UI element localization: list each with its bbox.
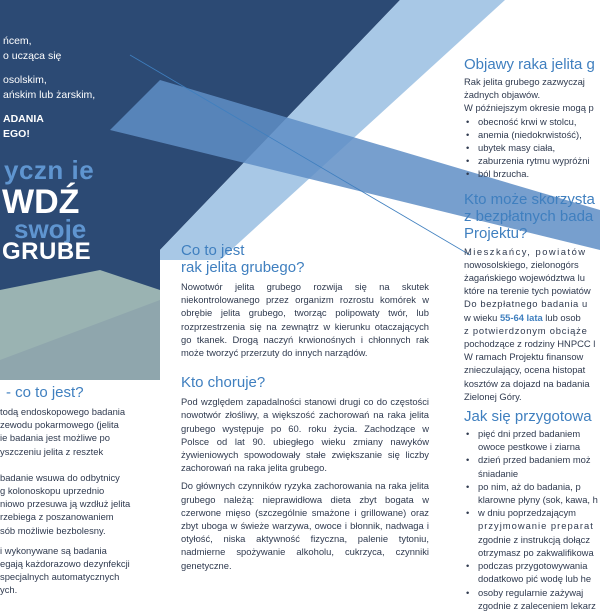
text-line: i wykonywane są badania	[0, 544, 107, 556]
text-line: rzebiega z poszanowaniem	[0, 511, 114, 523]
list-item-cont: klarowne płyny (sok, kawa, h	[478, 494, 598, 506]
section-heading-who: Kto choruje?	[181, 374, 266, 392]
text-line: g kolonoskopu uprzednio	[0, 485, 105, 497]
intro-line: o ucząca się	[3, 50, 62, 62]
intro-line: osolskim,	[3, 74, 47, 86]
text-line: Zielonej Góry.	[464, 390, 522, 402]
eligibility-heading	[464, 191, 600, 242]
list-item-cont: śniadanie	[478, 467, 519, 479]
hero-line-1: yczn ie	[4, 155, 95, 185]
text-fragment: w wieku	[464, 311, 500, 323]
text-line: niowo przesuwa ją wzdłuż jelita	[0, 498, 131, 510]
text-line: z potwierdzonym obciąże	[464, 324, 588, 336]
hero-line-3: swoje	[14, 214, 87, 244]
text-line: Rak jelita grubego zazwyczaj	[464, 76, 585, 87]
section-heading-preparation: Jak się przygotowa	[464, 408, 592, 426]
section-heading-what-is-2: rak jelita grubego?	[181, 259, 305, 276]
text-line: sób możliwie bezbolesny.	[0, 524, 106, 536]
list-item-cont: zgodnie z zaleceniem lekarz	[478, 599, 596, 611]
symptoms-intro	[464, 75, 600, 115]
text-line: które na terenie tych powiatów	[464, 285, 591, 297]
text-line: ych.	[0, 584, 18, 596]
text-line: specjalnych automatycznych	[0, 571, 120, 583]
text-line: W późniejszym okresie mogą p	[464, 102, 594, 114]
symptoms-list	[464, 115, 600, 181]
age-line	[464, 311, 600, 324]
list-item: • dzień przed badaniem moż	[464, 453, 600, 466]
list-item-cont: zgodnie z instrukcją dołącz	[478, 533, 591, 545]
heading-line: Projektu?	[464, 224, 528, 242]
left-column	[0, 384, 170, 597]
text-fragment: lub osob	[542, 311, 581, 323]
list-item: • osoby regularnie zażywaj	[464, 586, 600, 599]
left-paragraph-2	[0, 471, 170, 537]
left-paragraph-3	[0, 544, 170, 597]
text-line: Mieszkańcy, powiatów	[464, 245, 587, 257]
text-line: egają każdorazowo dezynfekcji	[0, 558, 130, 570]
list-item-cont: dodatkowo pić wodę lub he	[478, 573, 592, 585]
list-item: • pięć dni przed badaniem	[464, 427, 600, 440]
paragraph-who-1: Pod względem zapadalności stanowi drugi co do częstości nowotwór złośliwy, a większość zachorowań na raka jelita grubego występuje po 60. roku życia. Zachodzące w Polsce od lat 90. ubiegłego wieku zmiany nawyków żywieniowych spowodowały stałe zwiększanie się liczby zachorowań na raka jelita grubego.	[181, 396, 429, 474]
right-column	[464, 56, 600, 612]
text-line: znieczulający, ocena histopat	[464, 364, 586, 376]
list-item: • ubytek masy ciała,	[464, 141, 600, 154]
text-line: badanie wsuwa do odbytnicy	[0, 471, 120, 483]
text-line: żadnych objawów.	[464, 89, 541, 101]
list-item: • anemia (niedokrwistość),	[464, 128, 600, 141]
hero-line-2: WDŹ	[2, 183, 80, 221]
list-item-cont: owoce pestkowe i ziarna	[478, 441, 581, 453]
list-item-cont: otrzymasz po zakwalifikowa	[478, 546, 594, 558]
text-line: pochodzące z rodziny HNPCC l	[464, 338, 596, 350]
text-line: nowosolskiego, zielonogórs	[464, 258, 579, 270]
list-item: • obecność krwi w stolcu,	[464, 115, 600, 128]
list-item: • po nim, aż do badania, p	[464, 480, 600, 493]
hero-line-4: GRUBE	[2, 238, 92, 265]
text-line: todą endoskopowego badania	[0, 406, 126, 417]
list-item: • ból brzucha.	[464, 167, 600, 180]
list-item-cont: przyjmowanie preparat	[478, 520, 594, 532]
list-item: • zaburzenia rytmu wypróżni	[464, 154, 600, 167]
intro-text	[3, 34, 95, 142]
text-line: kosztów za dojazd na badania	[464, 377, 590, 389]
intro-line	[3, 64, 95, 73]
text-line: zewodu pokarmowego (jelita	[0, 419, 119, 431]
heading-line: Kto może skorzysta	[464, 190, 595, 208]
section-heading-symptoms: Objawy raka jelita g	[464, 56, 595, 73]
preparation-list	[464, 427, 600, 612]
paragraph-who-2: Do głównych czynników ryzyka zachorowania na raka jelita grubego należą: nieprawidłowa dieta zbyt bogata w czerwone mięso (szczególnie smażone i grillowane) oraz zbyt uboga w świeże warzywa, owoce i błonnik, nadwaga i otyłość, niska aktywność fizyczna, palenie tytoniu, nadmierne spożywanie alkoholu, cukrzyca, czynniki genetyczne.	[181, 480, 429, 571]
left-paragraph-1	[0, 405, 170, 458]
intro-line: ańskim lub żarskim,	[3, 89, 96, 101]
section-heading-what-is: Co to jest	[181, 242, 245, 259]
text-line: W ramach Projektu finansow	[464, 351, 584, 363]
intro-line-bold: EGO!	[3, 128, 30, 140]
text-line: ie badania jest możliwe po	[0, 432, 110, 444]
intro-line	[3, 103, 95, 112]
section-heading: - co to jest?	[6, 384, 84, 401]
heading-line: z bezpłatnych bada	[464, 207, 594, 225]
age-range: 55-64 lata	[499, 311, 543, 323]
list-item: • podczas przygotowywania	[464, 559, 600, 572]
paragraph-what-is: Nowotwór jelita grubego rozwija się na skutek niekontrolowanego przez organizm rozrostu komórek w obrębie jelita grubego, tworząc polipowaty twór, lub rozprzestrzenia się na zewnątrz w kierunku otaczających go tkanek. Drogą naczyń krwionośnych i chłonnych rak może tworzyć przerzuty do innych narządów.	[181, 281, 429, 359]
text-line: żagańskiego województwa lu	[464, 272, 585, 284]
list-item: • w dniu poprzedzającym	[464, 506, 600, 519]
intro-line-bold: ADANIA	[3, 113, 44, 125]
text-line: yszczeniu jelita z resztek	[0, 445, 104, 457]
intro-line: ńcem,	[3, 35, 32, 47]
middle-column	[181, 242, 429, 572]
eligibility-text	[464, 245, 600, 403]
text-line: Do bezpłatnego badania u	[464, 298, 588, 310]
